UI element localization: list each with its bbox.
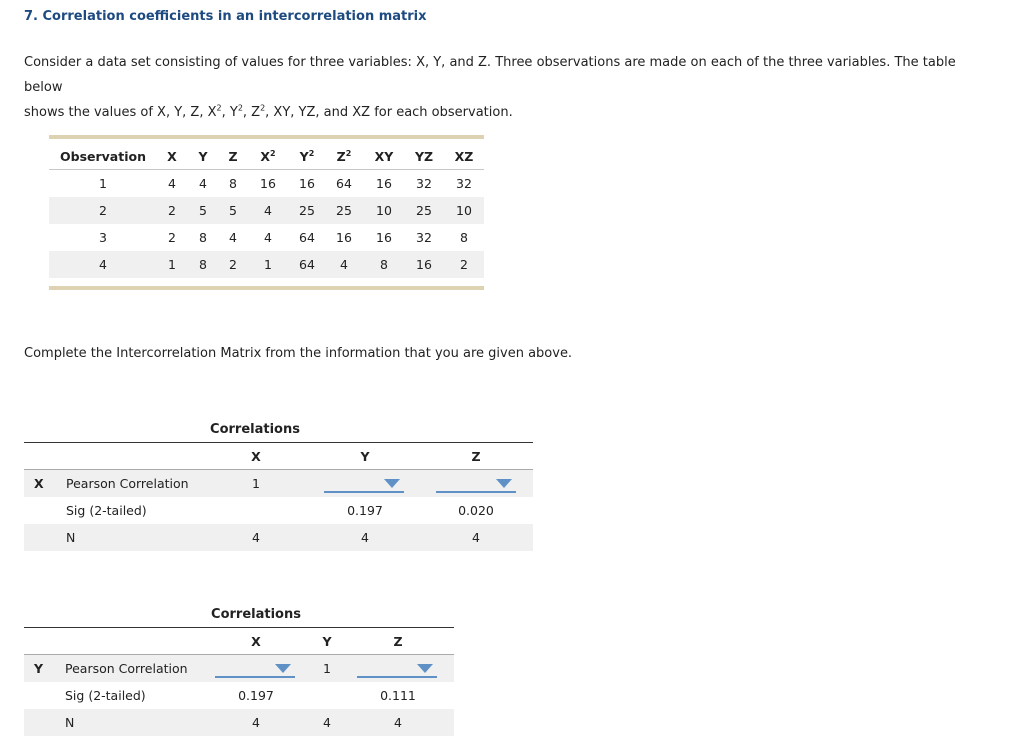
cell: 8	[460, 230, 468, 245]
chevron-down-icon	[496, 479, 512, 488]
cell: 8	[199, 257, 207, 272]
cell: 4	[199, 176, 207, 191]
label-n: N	[65, 715, 75, 730]
header-z-squared: $Z^2$	[336, 148, 352, 164]
label-sig: Sig (2-tailed)	[66, 503, 147, 518]
cell: 8	[229, 176, 237, 191]
cell: 16	[336, 230, 352, 245]
header-z: Z	[228, 149, 238, 164]
col-header-x: X	[251, 634, 261, 649]
cell: 2	[168, 230, 176, 245]
cell: 4	[264, 203, 272, 218]
superscript: 2	[237, 103, 243, 113]
col-header-y: Y	[360, 449, 370, 464]
cell: 32	[416, 176, 432, 191]
corr2-pearson-row	[24, 655, 454, 682]
data-table-header	[49, 143, 484, 170]
corr1-sig-row	[24, 497, 533, 524]
cell: 4	[99, 257, 107, 272]
n-y-value: 4	[361, 530, 369, 545]
cell: 8	[199, 230, 207, 245]
cell: 2	[168, 203, 176, 218]
table-row	[49, 224, 484, 251]
cell: 16	[416, 257, 432, 272]
pearson-x-dropdown[interactable]	[215, 655, 295, 682]
col-header-z: Z	[471, 449, 481, 464]
header-xz: XZ	[454, 149, 474, 164]
intro-line-2a: shows the values of X, Y, Z, X	[24, 105, 217, 120]
label-pearson: Pearson Correlation	[65, 661, 188, 676]
sig-z-value: 0.111	[380, 688, 416, 703]
cell: 16	[299, 176, 315, 191]
table-row	[49, 170, 484, 197]
superscript: 2	[260, 103, 266, 113]
cell: 16	[376, 176, 392, 191]
cell: 25	[416, 203, 432, 218]
n-y-value: 4	[323, 715, 331, 730]
sig-y-value: 0.197	[347, 503, 383, 518]
header-x: X	[167, 149, 177, 164]
cell: 4	[340, 257, 348, 272]
corr1-header-row	[24, 443, 533, 470]
cell: 8	[380, 257, 388, 272]
cell: 25	[336, 203, 352, 218]
pearson-z-dropdown[interactable]	[357, 655, 437, 682]
corr2-n-row	[24, 709, 454, 736]
pearson-x-value: 1	[252, 476, 260, 491]
col-header-z: Z	[393, 634, 403, 649]
corr2-sig-row	[24, 682, 454, 709]
row-var-x: X	[34, 476, 44, 491]
intro-line-1: Consider a data set consisting of values for three variables: X, Y, and Z. Three observations are made on each of the three variables. The table below	[24, 55, 956, 95]
n-x-value: 4	[252, 715, 260, 730]
label-n: N	[66, 530, 76, 545]
cell: 10	[456, 203, 472, 218]
cell: 64	[336, 176, 352, 191]
cell: 4	[229, 230, 237, 245]
cell: 4	[168, 176, 176, 191]
intro-paragraph	[24, 50, 994, 125]
cell: 1	[99, 176, 107, 191]
table-row	[49, 251, 484, 278]
intro-line-2c: , Z	[242, 105, 261, 120]
cell: 32	[456, 176, 472, 191]
cell: 64	[299, 257, 315, 272]
intro-line-2b: , Y	[221, 105, 238, 120]
cell: 16	[260, 176, 276, 191]
n-x-value: 4	[252, 530, 260, 545]
header-xy: XY	[374, 149, 394, 164]
pearson-y-dropdown[interactable]	[324, 470, 404, 497]
label-sig: Sig (2-tailed)	[65, 688, 146, 703]
corr1-n-row	[24, 524, 533, 551]
chevron-down-icon	[275, 664, 291, 673]
col-header-x: X	[251, 449, 261, 464]
cell: 2	[99, 203, 107, 218]
header-yz: YZ	[414, 149, 434, 164]
header-y-squared: $Y^2$	[299, 148, 315, 164]
question-title: 7. Correlation coefficients in an intercorrelation matrix	[24, 9, 427, 24]
cell: 5	[229, 203, 237, 218]
cell: 2	[460, 257, 468, 272]
col-header-y: Y	[322, 634, 332, 649]
cell: 5	[199, 203, 207, 218]
label-pearson: Pearson Correlation	[66, 476, 189, 491]
corr1-pearson-row	[24, 470, 533, 497]
intro-line-2d: , XY, YZ, and XZ for each observation.	[265, 105, 513, 120]
header-x-squared: $X^2$	[260, 148, 276, 164]
cell: 25	[299, 203, 315, 218]
correlations-title-2: Correlations	[211, 607, 301, 622]
cell: 3	[99, 230, 107, 245]
corr2-header-row	[24, 628, 454, 655]
table-row	[49, 197, 484, 224]
sig-x-value: 0.197	[238, 688, 274, 703]
chevron-down-icon	[417, 664, 433, 673]
cell: 16	[376, 230, 392, 245]
superscript: 2	[216, 103, 222, 113]
sig-z-value: 0.020	[458, 503, 494, 518]
cell: 2	[229, 257, 237, 272]
cell: 1	[264, 257, 272, 272]
cell: 32	[416, 230, 432, 245]
row-var-y: Y	[34, 661, 44, 676]
cell: 4	[264, 230, 272, 245]
header-observation: Observation	[60, 149, 146, 164]
header-y: Y	[198, 149, 208, 164]
n-z-value: 4	[394, 715, 402, 730]
table-top-rule	[49, 135, 484, 139]
correlations-title-1: Correlations	[210, 422, 300, 437]
cell: 10	[376, 203, 392, 218]
instruction-text: Complete the Intercorrelation Matrix from the information that you are given above.	[24, 346, 573, 361]
n-z-value: 4	[472, 530, 480, 545]
table-bottom-rule	[49, 286, 484, 290]
cell: 1	[168, 257, 176, 272]
cell: 64	[299, 230, 315, 245]
chevron-down-icon	[384, 479, 400, 488]
pearson-z-dropdown[interactable]	[436, 470, 516, 497]
pearson-y-value: 1	[323, 661, 331, 676]
